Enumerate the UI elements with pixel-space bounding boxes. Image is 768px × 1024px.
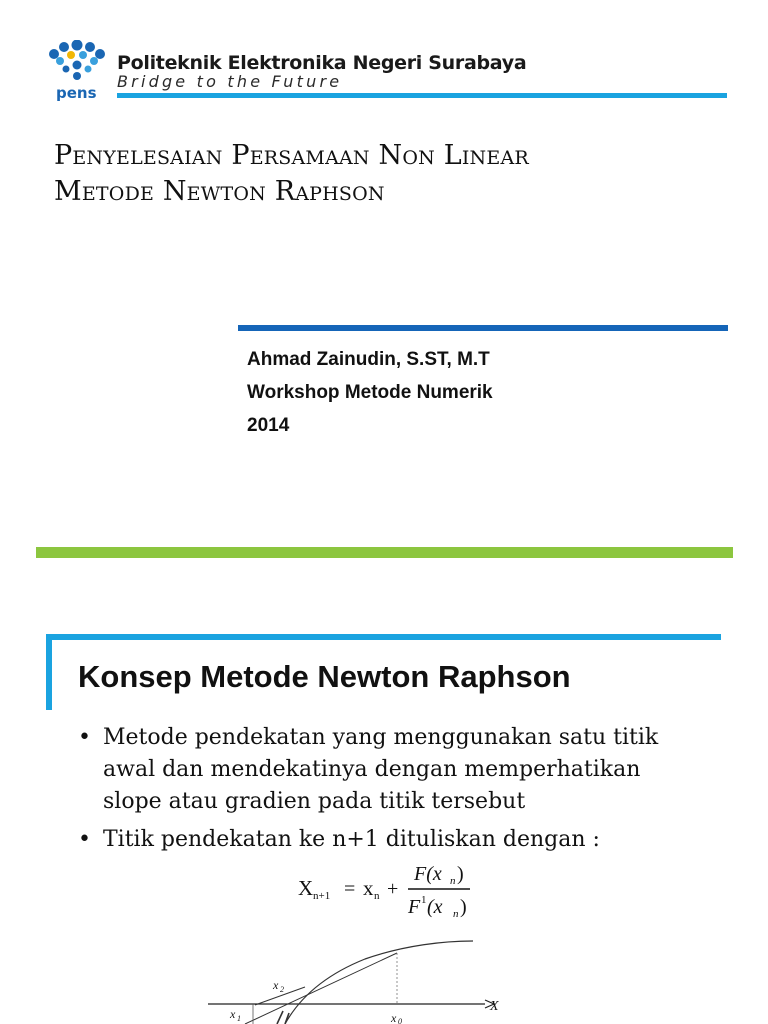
bullet-list [78, 722, 698, 862]
x-axis-label: X [490, 999, 499, 1014]
label-x1-sub: 1 [237, 1014, 241, 1023]
header-divider [117, 93, 727, 98]
slide-separator [36, 547, 733, 558]
formula-rhs: x [363, 876, 374, 900]
tangent-line-1 [245, 953, 397, 1024]
formula-plus: + [387, 878, 399, 900]
label-x1: x [230, 1007, 236, 1021]
bullet-item: • Titik pendekatan ke n+1 dituliskan dengan : [78, 824, 698, 856]
newton-raphson-graph [205, 935, 505, 1024]
formula-rhs-sub: n [374, 890, 380, 902]
formula-denominator-close: ) [460, 896, 467, 918]
formula-equals: = [344, 878, 356, 900]
function-curve [285, 941, 473, 1024]
logo-wordmark: pens [56, 84, 97, 102]
label-x0-sub: 0 [398, 1017, 402, 1024]
formula-denominator: F [408, 896, 421, 918]
slide-title-line-2: Metode Newton Raphson [54, 176, 385, 207]
formula-denominator-sup: 1 [421, 894, 427, 906]
formula-denominator-sub: n [453, 908, 459, 920]
event-name: Workshop Metode Numerik [247, 382, 493, 403]
formula-lhs-sub: n+1 [313, 890, 331, 902]
formula-denominator-arg: (x [427, 896, 443, 918]
slide-title-line-1: Penyelesaian Persamaan Non Linear [54, 140, 529, 171]
lower-curve-stub [277, 1011, 289, 1024]
event-year: 2014 [247, 415, 290, 436]
organization-tagline: Bridge to the Future [117, 72, 343, 91]
slide2-title: Konsep Metode Newton Raphson [78, 659, 571, 694]
pens-logo [44, 40, 112, 102]
label-x2: x [273, 978, 279, 992]
author-divider [238, 325, 728, 331]
formula-numerator-close: ) [457, 863, 464, 885]
slide2-left-rule [46, 634, 52, 710]
formula-lhs: X [298, 876, 314, 900]
author-block [247, 343, 493, 442]
slide2-top-rule [46, 634, 721, 640]
newton-raphson-formula [296, 858, 486, 928]
label-x0: x [391, 1011, 397, 1024]
bullet-item: • Metode pendekatan yang menggunakan satu titik awal dan mendekatinya dengan memperhatikan slope atau gradien pada titik tersebut [78, 722, 698, 818]
slide-title [54, 138, 529, 210]
formula-numerator: F(x [414, 863, 442, 885]
author-name: Ahmad Zainudin, S.ST, M.T [247, 349, 490, 370]
label-x2-sub: 2 [280, 985, 284, 994]
organization-name: Politeknik Elektronika Negeri Surabaya [117, 52, 527, 74]
formula-numerator-sub: n [450, 875, 456, 887]
